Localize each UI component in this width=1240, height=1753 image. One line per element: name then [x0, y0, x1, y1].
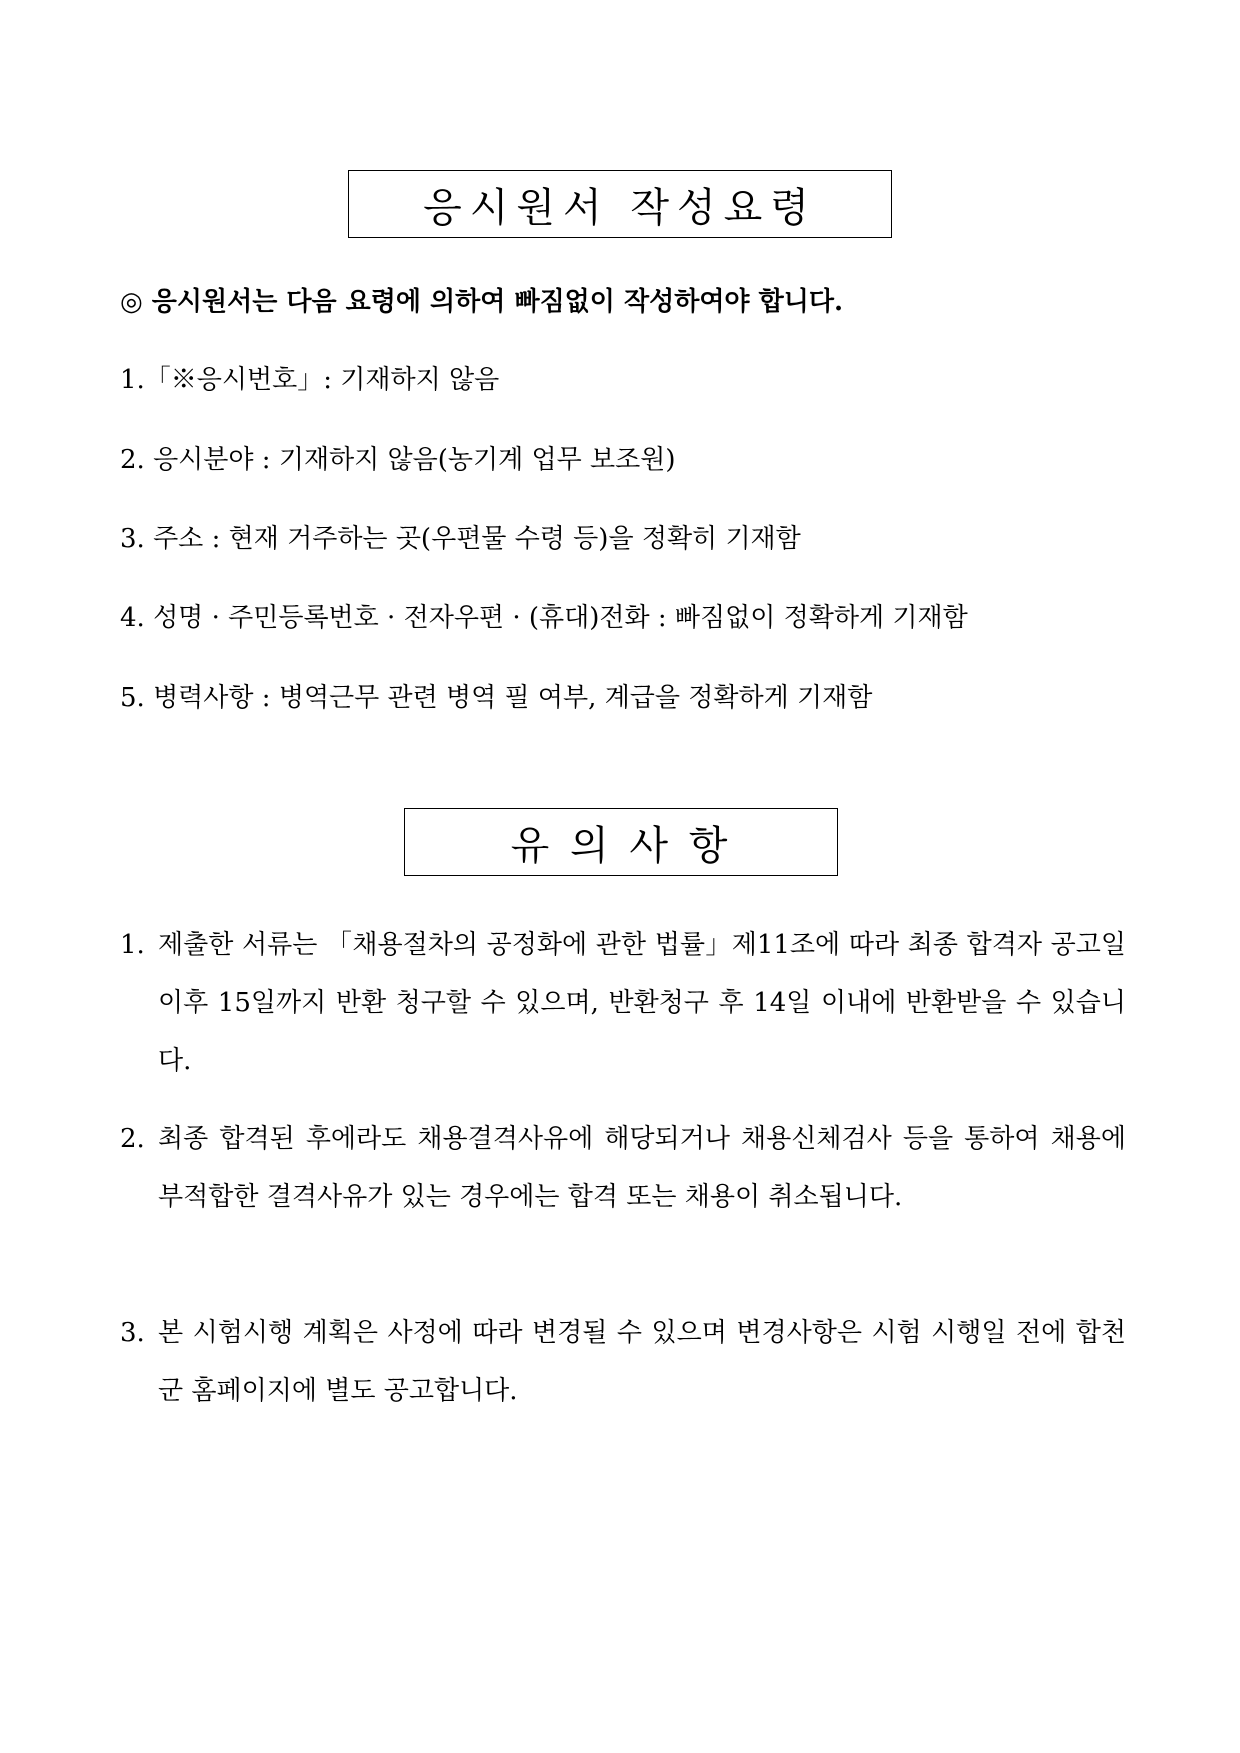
precaution-number: 1.: [120, 930, 145, 960]
precaution-number: 3.: [120, 1318, 145, 1348]
precaution-item-1: [120, 916, 1126, 1090]
guide-item-5: 5. 병력사항 : 병역근무 관련 병역 필 여부, 계급을 정확하게 기재함: [120, 683, 873, 713]
precaution-number: 2.: [120, 1124, 145, 1154]
precaution-item-3: [120, 1304, 1126, 1420]
precaution-text: 제출한 서류는 「채용절차의 공정화에 관한 법률」제11조에 따라 최종 합격자 공고일 이후 15일까지 반환 청구할 수 있으며, 반환청구 후 14일 이내에 반환받을 수 있습니다.: [158, 930, 1126, 1076]
guide-item-2: 2. 응시분야 : 기재하지 않음(농기계 업무 보조원): [120, 445, 676, 475]
precaution-text: 본 시험시행 계획은 사정에 따라 변경될 수 있으며 변경사항은 시험 시행일 전에 합천군 홈페이지에 별도 공고합니다.: [158, 1318, 1126, 1406]
precaution-text: 최종 합격된 후에라도 채용결격사유에 해당되거나 채용신체검사 등을 통하여 채용에 부적합한 결격사유가 있는 경우에는 합격 또는 채용이 취소됩니다.: [158, 1124, 1126, 1212]
guide-item-1: 1.「※응시번호」: 기재하지 않음: [120, 365, 500, 395]
guide-item-4: 4. 성명 · 주민등록번호 · 전자우편 · (휴대)전화 : 빠짐없이 정확하게 기재함: [120, 603, 968, 633]
guide-item-3: 3. 주소 : 현재 거주하는 곳(우편물 수령 등)을 정확히 기재함: [120, 524, 801, 554]
section-title-precautions: 유 의 사 항: [404, 808, 838, 876]
precaution-item-2: [120, 1110, 1126, 1226]
intro-instruction: ◎ 응시원서는 다음 요령에 의하여 빠짐없이 작성하여야 합니다.: [120, 287, 844, 317]
section-title-application-guide: 응시원서 작성요령: [348, 170, 892, 238]
